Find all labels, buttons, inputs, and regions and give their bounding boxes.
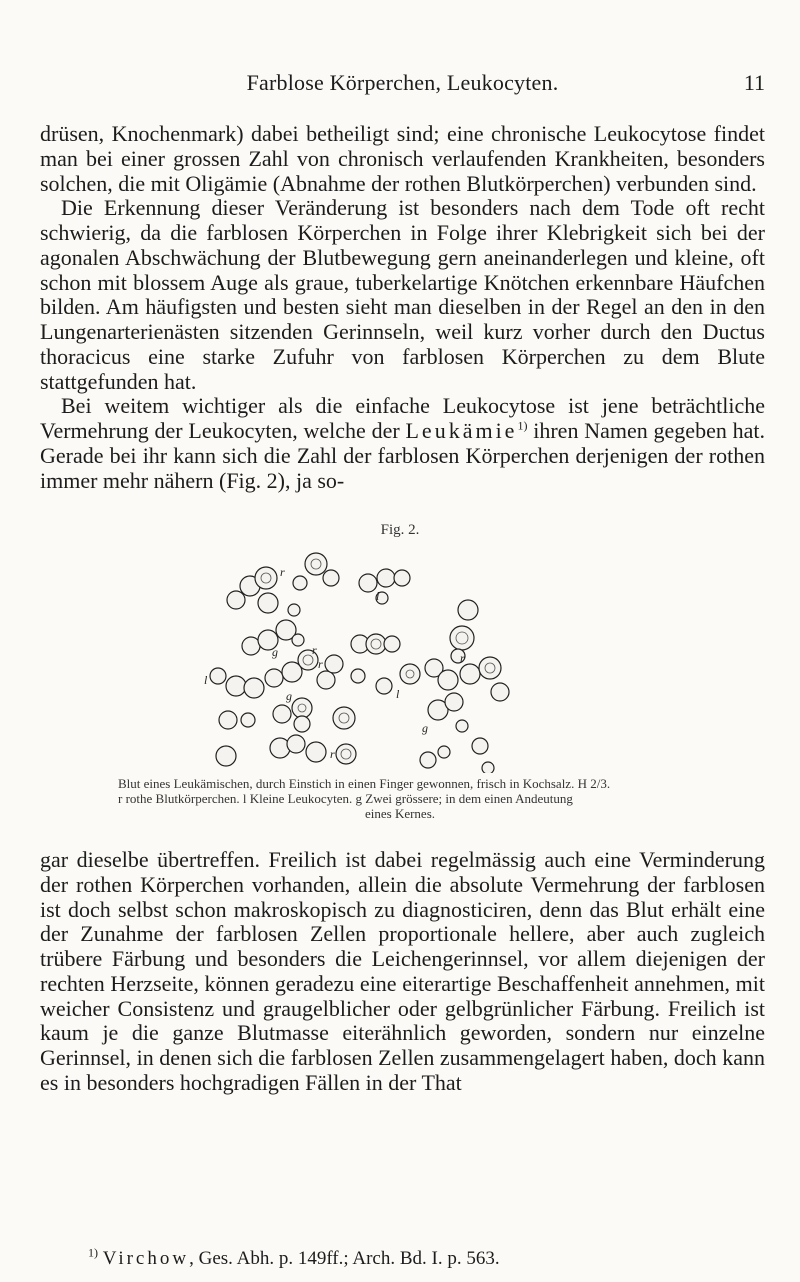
cell: [460, 664, 480, 684]
cell: [306, 742, 326, 762]
cell: [438, 746, 450, 758]
cell: [366, 634, 386, 654]
running-header: [40, 70, 765, 106]
cell: [219, 711, 237, 729]
term-leukaemie: Leukämie: [405, 418, 518, 443]
cell: [479, 657, 501, 679]
caption-line-1: Blut eines Leukämischen, durch Einstich in einen Finger gewonnen, frisch in Kochsalz. H 2/3.: [118, 776, 611, 791]
cell: [216, 746, 236, 766]
cell: [450, 626, 474, 650]
cell: [351, 669, 365, 683]
footnote: [88, 1245, 768, 1270]
body-text-bottom: [40, 848, 765, 1096]
cell: [226, 676, 246, 696]
paragraph-4: gar dieselbe übertreffen. Freilich ist dabei regelmässig auch eine Verminderung der rothen Körperchen vorhanden, allein die absolute Vermehrung der farblosen ist doch selbst schon makroskopisch zu diagnosticiren, denn das Blut erhält eine der Zunahme der farblosen Zellen proportionale hellere, aber auch zugleich trübere Färbung und besonders die Leichengerinnsel, vor allem diejenigen der rechten Herzseite, können geradezu eine eiterartige Beschaffenheit annehmen, mit weicher Consistenz und graugelblicher oder gelbgrünlicher Färbung. Freilich ist kaum je die ganze Blutmasse eiterähnlich geworden, sondern nur einzelne Gerinnsel, in denen sich die farblosen Zellen zusammengelagert haben, doch kann es in besonders hochgradigen Fällen in der That: [40, 847, 765, 1095]
cell: [472, 738, 488, 754]
fig-letter: r: [330, 747, 335, 761]
fig-letter: g: [272, 645, 278, 659]
cell: [210, 668, 226, 684]
cell: [438, 670, 458, 690]
cell: [456, 720, 468, 732]
cell: [288, 604, 300, 616]
cell: [305, 553, 327, 575]
cell: [384, 636, 400, 652]
cell: [317, 671, 335, 689]
paragraph-3: [40, 394, 765, 493]
cell: [482, 762, 494, 773]
running-title: Farblose Körperchen, Leukocyten.: [246, 70, 559, 95]
cell: [336, 744, 356, 764]
cell: [400, 664, 420, 684]
fig-letter: r: [312, 643, 317, 657]
fig-letter: r: [460, 651, 465, 665]
figure-caption: [118, 776, 682, 821]
cell: [273, 705, 291, 723]
fig-letter: l: [376, 589, 380, 603]
cell: [287, 735, 305, 753]
footnote-marker: 1): [88, 1245, 98, 1260]
footnote-ref-1: 1): [517, 418, 528, 433]
cell: [323, 570, 339, 586]
caption-line-2: r rothe Blutkörperchen. l Kleine Leukocyten. g Zwei grössere; in dem einen Andeutung: [118, 791, 573, 806]
fig-letter: g: [422, 721, 428, 735]
footnote-text: , Ges. Abh. p. 149ff.; Arch. Bd. I. p. 563.: [189, 1248, 500, 1269]
cell: [292, 634, 304, 646]
cell: [258, 593, 278, 613]
fig-letter: l: [204, 673, 208, 687]
paragraph-2: Die Erkennung dieser Veränderung ist besonders nach dem Tode oft recht schwierig, da die farblosen Körperchen in Folge ihrer Klebrigkeit sich bei der agonalen Abschwächung der Blutbewegung gern aneinanderlegen und kleine, oft schon mit blossem Auge als graue, tuberkelartige Knötchen erkennbare Häufchen bilden. Am häufigsten und besten sieht man dieselben in der Regel an den in den Lungenarterienästen sitzenden Gerinnseln, weil kurz vorher durch den Ductus thoracicus eine starke Zufuhr von farblosen Körperchen zu dem Blute stattgefunden hat.: [40, 195, 765, 394]
cell: [376, 678, 392, 694]
cell: [420, 752, 436, 768]
footnote-author: Virchow: [102, 1248, 190, 1269]
fig-letter: l: [396, 687, 400, 701]
cell: [292, 698, 312, 718]
paragraph-3-before: Bei weitem wichtiger als die einfache Leukocytose ist jene beträchtliche Vermehrung der Leukocyten, welche der: [40, 393, 765, 443]
fig-letter: r: [280, 565, 285, 579]
cell: [294, 716, 310, 732]
cell: [359, 574, 377, 592]
cell: [445, 693, 463, 711]
caption-line-3: eines Kernes.: [364, 806, 436, 821]
cell: [293, 576, 307, 590]
body-text-top: [40, 122, 765, 493]
cell: [333, 707, 355, 729]
cell: [242, 637, 260, 655]
cell: [377, 569, 395, 587]
paragraph-1: drüsen, Knochenmark) dabei betheiligt sind; eine chronische Leukocytose findet man bei einer grossen Zahl von chronisch verlaufenden Krankheiten, besonders solchen, die mit Oligämie (Abnahme der rothen Blutkörperchen) verbunden sind.: [40, 121, 765, 196]
page-number: 11: [743, 70, 765, 95]
cell: [227, 591, 245, 609]
cell: [325, 655, 343, 673]
fig-letter: g: [286, 689, 292, 703]
cell: [394, 570, 410, 586]
fig-letter: r: [318, 657, 323, 671]
cell: [244, 678, 264, 698]
cell: [255, 567, 277, 589]
cell: [241, 713, 255, 727]
paragraph-3-after: ihren Namen gegeben hat. Gerade bei ihr kann sich die Zahl der farblosen Körperchen derjenigen der rothen immer mehr nähern (Fig. 2), ja so-: [40, 418, 765, 493]
figure-2-blood-cells: [198, 548, 618, 773]
figure-label: Fig. 2.: [380, 522, 420, 538]
cell: [265, 669, 283, 687]
cell: [458, 600, 478, 620]
cell: [491, 683, 509, 701]
